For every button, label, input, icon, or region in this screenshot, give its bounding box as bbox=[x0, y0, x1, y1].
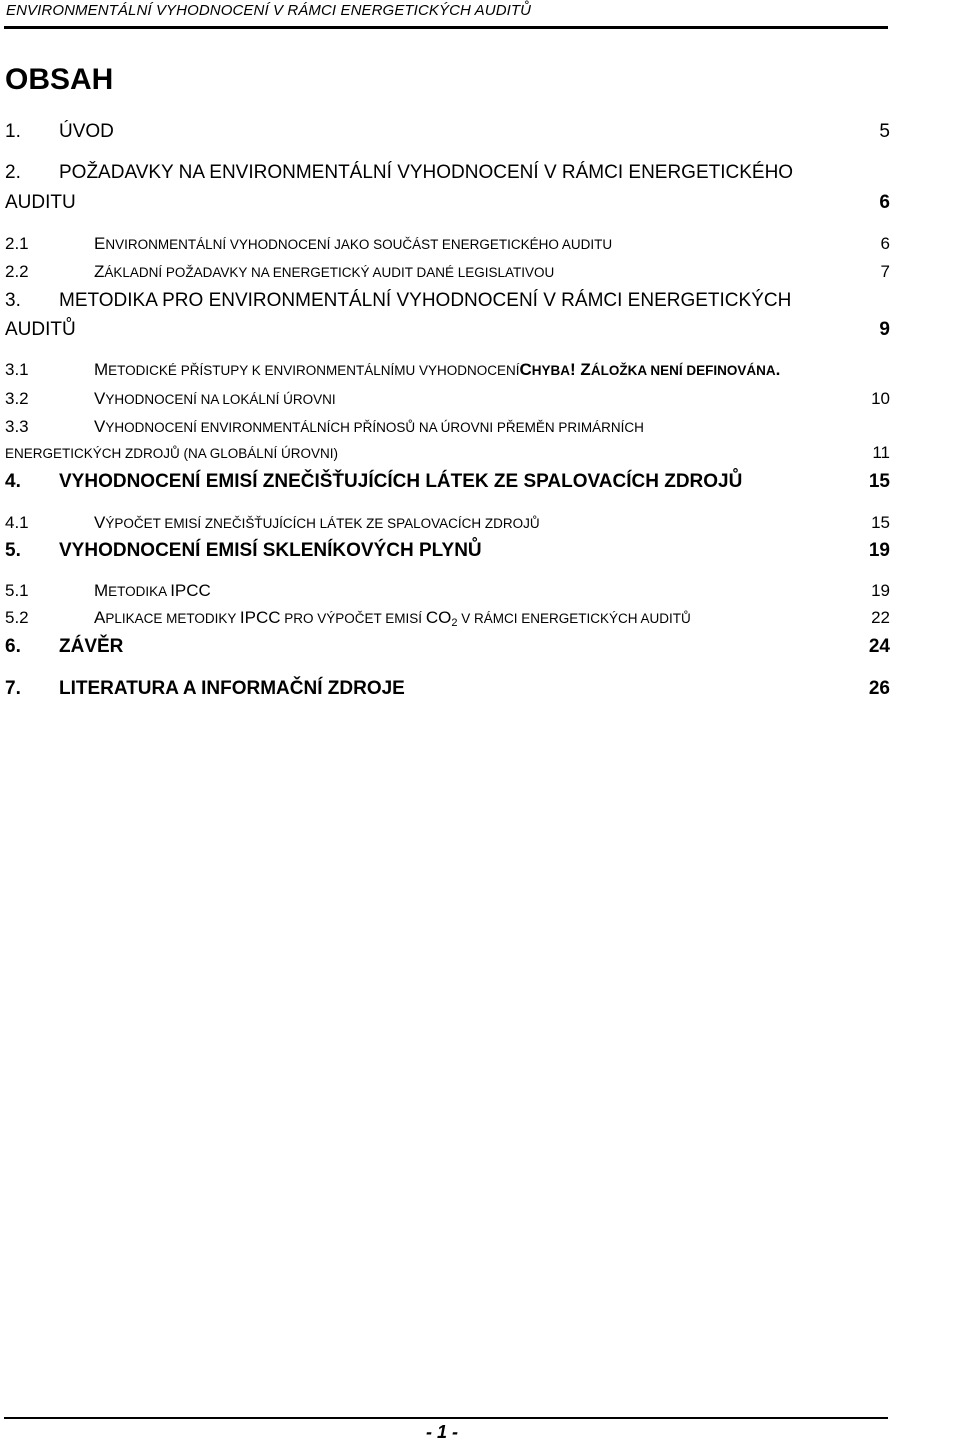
toc-entry-number: 5. bbox=[5, 540, 21, 561]
toc-entry-page: 10 bbox=[871, 389, 890, 408]
toc-entry-page: 6 bbox=[880, 234, 890, 253]
page-number: - 1 - bbox=[425, 1422, 458, 1442]
toc-entry-title: LITERATURA A INFORMAČNÍ ZDROJE bbox=[59, 678, 405, 699]
toc-entry-page: 26 bbox=[868, 678, 890, 699]
toc-entry-number: 3. bbox=[5, 290, 21, 311]
toc-entry-title: VÝPOČET EMISÍ ZNEČIŠŤUJÍCÍCH LÁTEK ZE SPALOVACÍCH ZDROJŮ bbox=[94, 513, 540, 532]
toc-entry-title: VYHODNOCENÍ EMISÍ ZNEČIŠŤUJÍCÍCH LÁTEK ZE SPALOVACÍCH ZDROJŮ bbox=[59, 471, 743, 492]
toc-entry-page: 5 bbox=[879, 121, 890, 142]
toc-entry-title: VYHODNOCENÍ ENVIRONMENTÁLNÍCH PŘÍNOSŮ NA ÚROVNI PŘEMĚN PRIMÁRNÍCH bbox=[94, 417, 644, 436]
toc-entry-page: 24 bbox=[868, 636, 890, 657]
toc-entry-title: ENVIRONMENTÁLNÍ VYHODNOCENÍ JAKO SOUČÁST ENERGETICKÉHO AUDITU bbox=[94, 234, 613, 253]
toc-entry-title: ZÁKLADNÍ POŽADAVKY NA ENERGETICKÝ AUDIT DANÉ LEGISLATIVOU bbox=[94, 262, 555, 281]
toc-entry-page: 6 bbox=[879, 192, 890, 213]
toc-entry-title: VYHODNOCENÍ NA LOKÁLNÍ ÚROVNI bbox=[94, 389, 336, 408]
toc-entry-number: 7. bbox=[5, 678, 21, 699]
toc-entry-title-continued: AUDITU bbox=[5, 192, 76, 213]
toc-entry-number: 6. bbox=[5, 636, 21, 657]
footer-divider bbox=[4, 1417, 888, 1419]
toc-entry-page: 19 bbox=[871, 581, 890, 600]
toc-entry-title: VYHODNOCENÍ EMISÍ SKLENÍKOVÝCH PLYNŮ bbox=[59, 540, 482, 561]
toc-entry-number: 2.1 bbox=[5, 234, 29, 253]
toc-entry-number: 3.1 bbox=[5, 360, 29, 379]
toc-entry-number: 3.3 bbox=[5, 417, 29, 436]
toc-entry-title: ÚVOD bbox=[59, 121, 114, 142]
toc-entry-number: 5.2 bbox=[5, 608, 29, 627]
bookmark-error-text: CHYBA! ZÁLOŽKA NENÍ DEFINOVÁNA. bbox=[519, 360, 781, 379]
toc-entry-page: 11 bbox=[872, 443, 890, 462]
toc-entry-title: APLIKACE METODIKY IPCC PRO VÝPOČET EMISÍ $CO_2$ V RÁMCI ENERGETICKÝCH AUDITŮ bbox=[94, 608, 691, 629]
toc-entry-page: 9 bbox=[879, 319, 890, 340]
toc-entry-number: 4. bbox=[5, 471, 21, 492]
header-divider bbox=[4, 26, 888, 29]
toc-entry-page: 7 bbox=[880, 262, 890, 281]
toc-entry-title-continued: ENERGETICKÝCH ZDROJŮ (NA GLOBÁLNÍ ÚROVNI) bbox=[5, 446, 339, 461]
toc-entry-title: METODIKA IPCC bbox=[94, 581, 211, 600]
toc-entry-page: 19 bbox=[868, 540, 890, 561]
toc-entry-page: 22 bbox=[871, 608, 890, 627]
toc-entry-number: 4.1 bbox=[5, 513, 29, 532]
toc-entry-page: 15 bbox=[868, 471, 890, 492]
toc-entry-title: ZÁVĚR bbox=[59, 636, 124, 657]
toc-entry-number: 5.1 bbox=[5, 581, 29, 600]
toc-entry-title: METODIKA PRO ENVIRONMENTÁLNÍ VYHODNOCENÍ V RÁMCI ENERGETICKÝCH bbox=[59, 290, 792, 311]
toc-entry-title: POŽADAVKY NA ENVIRONMENTÁLNÍ VYHODNOCENÍ V RÁMCI ENERGETICKÉHO bbox=[59, 162, 794, 183]
toc-entry-title: METODICKÉ PŘÍSTUPY K ENVIRONMENTÁLNÍMU VYHODNOCENÍCHYBA! ZÁLOŽKA NENÍ DEFINOVÁNA. bbox=[94, 360, 781, 379]
header-title: ENVIRONMENTÁLNÍ VYHODNOCENÍ V RÁMCI ENERGETICKÝCH AUDITŮ bbox=[6, 2, 532, 19]
toc-entry-page: 15 bbox=[871, 513, 890, 532]
toc-entry-title-continued: AUDITŮ bbox=[5, 319, 76, 340]
toc-heading: OBSAH bbox=[5, 63, 114, 96]
toc-entry-number: 3.2 bbox=[5, 389, 29, 408]
toc-entry-number: 1. bbox=[5, 121, 21, 142]
toc-entry-number: 2.2 bbox=[5, 262, 29, 281]
toc-entry-number: 2. bbox=[5, 162, 21, 183]
